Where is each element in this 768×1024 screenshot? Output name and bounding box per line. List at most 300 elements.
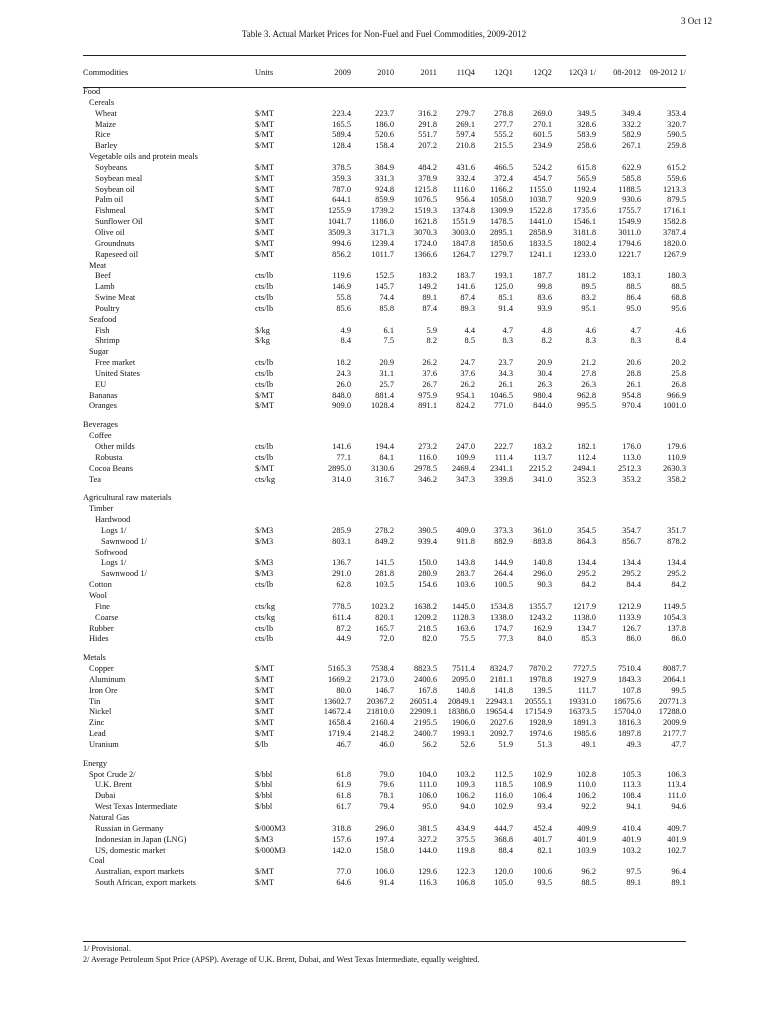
commodity-name: Shrimp — [95, 336, 120, 346]
price-cell: 86.4 — [626, 293, 641, 303]
price-cell: 26.3 — [581, 379, 596, 389]
price-cell: 88.5 — [581, 878, 596, 888]
price-cell: 183.7 — [456, 271, 475, 281]
price-cell: 1974.6 — [528, 729, 552, 739]
price-cell: 332.4 — [456, 173, 475, 183]
price-cell: 954.1 — [456, 390, 475, 400]
price-cell: 179.6 — [667, 442, 686, 451]
section-header-row — [83, 420, 686, 431]
price-cell: 2173.0 — [370, 674, 394, 684]
price-cell: 95.1 — [581, 303, 596, 313]
price-cell: 590.5 — [667, 130, 686, 140]
price-cell: 84.2 — [581, 580, 596, 590]
price-cell: 223.7 — [375, 108, 394, 118]
price-cell: 1522.8 — [528, 206, 552, 216]
price-cell: 77.0 — [336, 867, 351, 877]
unit-cell: $/kg — [255, 325, 270, 335]
unit-cell: $/MT — [255, 173, 275, 183]
price-cell: 6.1 — [383, 325, 394, 335]
price-cell: 8.2 — [426, 336, 437, 346]
report-date: 3 Oct 12 — [681, 16, 712, 26]
price-cell: 4.9 — [340, 325, 351, 335]
price-cell: 51.3 — [537, 739, 552, 749]
price-cell: 140.8 — [456, 685, 475, 695]
spacer-cell — [83, 412, 686, 420]
unit-cell: $/MT — [255, 729, 275, 739]
price-cell: 295.2 — [577, 569, 596, 579]
price-cell: 87.2 — [336, 623, 351, 633]
price-cell: 80.0 — [336, 685, 351, 695]
price-cell: 879.5 — [667, 195, 686, 205]
commodity-row — [83, 163, 686, 174]
price-cell: 100.6 — [533, 867, 552, 877]
column-header: Units — [255, 68, 274, 77]
price-cell: 269.0 — [533, 108, 552, 118]
price-cell: 8087.7 — [662, 664, 686, 674]
section-label: Food — [83, 87, 101, 96]
section-label: Agricultural raw materials — [83, 493, 172, 503]
price-cell: 1054.3 — [662, 612, 686, 622]
unit-cell: cts/lb — [255, 293, 274, 303]
price-cell: 1735.6 — [572, 206, 596, 216]
commodity-name: Logs 1/ — [101, 558, 127, 568]
unit-cell: $/MT — [255, 195, 275, 205]
price-cell: 144.0 — [418, 845, 437, 855]
price-cell: 106.0 — [375, 867, 394, 877]
unit-cell: $/MT — [255, 463, 275, 473]
price-cell: 1658.4 — [327, 718, 351, 728]
column-header: Commodities — [83, 68, 129, 77]
section-header-row — [83, 87, 686, 98]
price-cell: 24.3 — [336, 368, 351, 378]
price-cell: 354.5 — [577, 525, 596, 535]
price-cell: 88.5 — [671, 282, 686, 292]
commodity-row — [83, 401, 686, 412]
price-cell: 409.7 — [667, 823, 686, 833]
commodity-row — [83, 867, 686, 878]
price-cell: 183.2 — [418, 271, 437, 281]
price-cell: 2400.6 — [413, 674, 437, 684]
price-cell: 146.7 — [375, 685, 394, 695]
price-cell: 995.5 — [577, 401, 596, 411]
price-cell: 778.5 — [332, 601, 351, 611]
price-cell: 37.6 — [460, 368, 475, 378]
price-cell: 273.2 — [418, 442, 437, 451]
price-cell: 559.6 — [667, 173, 686, 183]
empty-cell — [251, 591, 686, 602]
price-cell: 368.8 — [494, 834, 513, 844]
price-cell: 223.4 — [332, 108, 351, 118]
price-cell: 75.5 — [460, 634, 475, 644]
empty-cell — [251, 856, 686, 867]
section-label: Coffee — [89, 431, 112, 441]
price-cell: 1802.4 — [572, 238, 596, 248]
price-cell: 210.8 — [456, 141, 475, 151]
commodity-name: Rapeseed oil — [95, 249, 139, 259]
price-cell: 186.0 — [375, 119, 394, 129]
price-cell: 112.5 — [494, 769, 513, 779]
price-cell: 1338.0 — [489, 612, 513, 622]
commodity-row — [83, 634, 686, 645]
price-cell: 72.0 — [379, 634, 394, 644]
price-cell: 1366.6 — [413, 249, 437, 259]
price-cell: 1116.0 — [452, 184, 475, 194]
commodity-name: Fish — [95, 325, 110, 335]
price-cell: 134.7 — [577, 623, 596, 633]
section-label: Coal — [89, 856, 105, 866]
unit-cell: cts/lb — [255, 452, 274, 462]
price-cell: 2494.1 — [572, 463, 596, 473]
price-cell: 96.4 — [671, 867, 686, 877]
price-cell: 20.9 — [537, 358, 552, 368]
spacer-cell — [83, 645, 686, 653]
price-cell: 1724.0 — [413, 238, 437, 248]
commodity-row — [83, 304, 686, 315]
commodity-name: Bananas — [89, 390, 118, 400]
price-cell: 51.9 — [498, 739, 513, 749]
price-cell: 165.7 — [375, 623, 394, 633]
section-label: Timber — [89, 504, 114, 514]
price-cell: 409.9 — [577, 823, 596, 833]
price-cell: 372.4 — [494, 173, 513, 183]
price-cell: 26.1 — [626, 379, 641, 389]
unit-cell: cts/lb — [255, 580, 274, 590]
price-cell: 856.2 — [332, 249, 351, 259]
commodity-name: Hides — [89, 634, 109, 644]
price-cell: 18386.0 — [447, 707, 475, 717]
commodity-row — [83, 697, 686, 708]
price-cell: 31.1 — [379, 368, 394, 378]
price-cell: 1239.4 — [370, 238, 394, 248]
price-cell: 120.0 — [494, 867, 513, 877]
column-header: 2011 — [420, 68, 437, 77]
section-header-row — [83, 515, 686, 526]
price-cell: 61.8 — [336, 791, 351, 801]
price-cell: 1217.9 — [572, 601, 596, 611]
unit-cell: $/MT — [255, 867, 275, 877]
price-cell: 103.2 — [456, 769, 475, 779]
price-cell: 1188.5 — [618, 184, 641, 194]
price-cell: 401.7 — [533, 834, 552, 844]
price-cell: 143.8 — [456, 558, 475, 568]
spacer-cell — [83, 79, 686, 87]
commodity-name: Lead — [89, 729, 106, 739]
price-cell: 1215.8 — [413, 184, 437, 194]
price-cell: 91.4 — [498, 303, 513, 313]
price-cell: 74.4 — [379, 293, 394, 303]
section-label: Wool — [89, 590, 107, 600]
unit-cell: cts/lb — [255, 303, 274, 313]
empty-cell — [251, 431, 686, 442]
price-cell: 126.7 — [622, 623, 641, 633]
empty-cell — [251, 152, 686, 163]
price-cell: 102.9 — [533, 769, 552, 779]
price-cell: 24.7 — [460, 358, 475, 368]
column-header: 11Q4 — [456, 68, 475, 77]
price-cell: 2027.6 — [489, 718, 513, 728]
empty-cell — [251, 515, 686, 526]
section-label: Metals — [83, 653, 106, 663]
unit-cell: $/M3 — [255, 558, 274, 568]
commodity-row — [83, 239, 686, 250]
price-cell: 1794.6 — [617, 238, 641, 248]
commodity-row — [83, 120, 686, 131]
price-cell: 316.2 — [418, 108, 437, 118]
price-cell: 954.8 — [622, 390, 641, 400]
price-cell: 91.4 — [379, 878, 394, 888]
price-cell: 3003.0 — [451, 227, 475, 237]
price-cell: 384.9 — [375, 162, 394, 172]
unit-cell: $/MT — [255, 685, 275, 695]
price-cell: 1755.7 — [617, 206, 641, 216]
price-cell: 1138.0 — [573, 612, 596, 622]
price-cell: 820.1 — [375, 612, 394, 622]
column-header: 12Q3 1/ — [568, 68, 596, 77]
unit-cell: cts/lb — [255, 442, 274, 451]
price-cell: 5.9 — [426, 325, 437, 335]
price-cell: 94.0 — [460, 802, 475, 812]
price-cell: 1549.9 — [617, 217, 641, 227]
commodity-row — [83, 624, 686, 635]
commodity-row — [83, 391, 686, 402]
price-cell: 96.2 — [581, 867, 596, 877]
price-cell: 34.3 — [498, 368, 513, 378]
price-cell: 102.8 — [577, 769, 596, 779]
price-cell: 4.4 — [464, 325, 475, 335]
price-cell: 247.0 — [456, 442, 475, 451]
price-cell: 2177.7 — [662, 729, 686, 739]
price-cell: 14672.4 — [323, 707, 351, 717]
price-cell: 2195.5 — [413, 718, 437, 728]
commodity-row — [83, 824, 686, 835]
price-cell: 106.3 — [667, 769, 686, 779]
commodity-name: Groundnuts — [95, 238, 135, 248]
price-cell: 346.2 — [418, 474, 437, 484]
price-cell: 20.2 — [671, 358, 686, 368]
price-cell: 94.1 — [626, 802, 641, 812]
price-cell: 78.1 — [379, 791, 394, 801]
price-cell: 103.6 — [456, 580, 475, 590]
price-cell: 1264.7 — [451, 249, 475, 259]
unit-cell: cts/kg — [255, 474, 276, 484]
price-cell: 215.5 — [494, 141, 513, 151]
price-cell: 601.5 — [533, 130, 552, 140]
commodity-name: Coarse — [95, 612, 119, 622]
spacer-row — [83, 751, 686, 759]
commodity-name: West Texas Intermediate — [95, 802, 178, 812]
unit-cell: $/MT — [255, 674, 275, 684]
price-cell: 7511.4 — [452, 664, 475, 674]
price-cell: 20555.1 — [524, 696, 552, 706]
price-cell: 1023.2 — [370, 601, 394, 611]
commodity-row — [83, 729, 686, 740]
commodity-row — [83, 602, 686, 613]
unit-cell: $/MT — [255, 401, 275, 411]
price-cell: 119.6 — [332, 271, 351, 281]
price-cell: 61.9 — [336, 780, 351, 790]
section-label: Meat — [89, 260, 107, 270]
price-cell: 17288.0 — [658, 707, 686, 717]
price-cell: 409.0 — [456, 525, 475, 535]
price-cell: 79.0 — [379, 769, 394, 779]
price-cell: 77.1 — [336, 452, 351, 462]
price-cell: 1891.3 — [572, 718, 596, 728]
price-cell: 82.0 — [422, 634, 437, 644]
price-cell: 962.8 — [577, 390, 596, 400]
section-header-row — [83, 504, 686, 515]
price-cell: 62.8 — [336, 580, 351, 590]
price-cell: 3181.8 — [572, 227, 596, 237]
empty-cell — [251, 493, 686, 504]
price-cell: 2512.3 — [617, 463, 641, 473]
unit-cell: $/MT — [255, 184, 275, 194]
price-cell: 352.3 — [577, 474, 596, 484]
price-cell: 771.0 — [494, 401, 513, 411]
commodity-name: Uranium — [89, 739, 119, 749]
price-cell: 82.1 — [537, 845, 552, 855]
empty-cell — [251, 504, 686, 515]
price-cell: 401.9 — [667, 834, 686, 844]
unit-cell: $/000M3 — [255, 845, 286, 855]
commodity-row — [83, 358, 686, 369]
price-cell: 520.6 — [375, 130, 394, 140]
unit-cell: $/lb — [255, 739, 269, 749]
price-cell: 824.2 — [456, 401, 475, 411]
price-cell: 158.4 — [375, 141, 394, 151]
price-cell: 92.2 — [581, 802, 596, 812]
price-cell: 93.5 — [537, 878, 552, 888]
price-cell: 3171.3 — [370, 227, 394, 237]
price-cell: 1166.2 — [490, 184, 513, 194]
commodity-name: South African, export markets — [95, 878, 196, 888]
empty-cell — [251, 653, 686, 664]
price-cell: 183.2 — [533, 442, 552, 451]
price-cell: 84.0 — [537, 634, 552, 644]
price-cell: 90.3 — [537, 580, 552, 590]
price-cell: 582.9 — [622, 130, 641, 140]
price-cell: 1309.9 — [489, 206, 513, 216]
price-cell: 2148.2 — [370, 729, 394, 739]
price-cell: 103.5 — [375, 580, 394, 590]
empty-cell — [251, 759, 686, 770]
price-cell: 26051.4 — [409, 696, 437, 706]
section-header-row — [83, 98, 686, 109]
price-cell: 318.8 — [332, 823, 351, 833]
price-cell: 353.4 — [667, 108, 686, 118]
price-cell: 1897.8 — [617, 729, 641, 739]
price-cell: 291.0 — [332, 569, 351, 579]
price-cell: 109.3 — [456, 780, 475, 790]
price-cell: 108.4 — [622, 791, 641, 801]
commodity-name: Maize — [95, 119, 116, 129]
price-cell: 139.5 — [533, 685, 552, 695]
commodity-row — [83, 271, 686, 282]
price-cell: 1441.0 — [528, 217, 552, 227]
commodity-name: Rice — [95, 130, 111, 140]
price-cell: 47.7 — [671, 739, 686, 749]
price-cell: 84.2 — [671, 580, 686, 590]
price-cell: 2009.9 — [662, 718, 686, 728]
price-cell: 7727.5 — [572, 664, 596, 674]
unit-cell: cts/lb — [255, 368, 274, 378]
price-cell: 93.4 — [537, 802, 552, 812]
price-cell: 349.5 — [577, 108, 596, 118]
price-cell: 108.9 — [533, 780, 552, 790]
commodity-row — [83, 846, 686, 857]
price-cell: 20367.2 — [366, 696, 394, 706]
commodity-row — [83, 580, 686, 591]
unit-cell: cts/lb — [255, 358, 274, 368]
empty-cell — [251, 548, 686, 559]
section-header-row — [83, 152, 686, 163]
price-cell: 119.8 — [456, 845, 475, 855]
price-cell: 103.2 — [622, 845, 641, 855]
commodity-name: Tea — [89, 474, 101, 484]
unit-cell: $/MT — [255, 119, 275, 129]
price-cell: 16373.5 — [568, 707, 596, 717]
price-cell: 1209.2 — [413, 612, 437, 622]
price-cell: 354.7 — [622, 525, 641, 535]
unit-cell: $/MT — [255, 227, 275, 237]
price-cell: 1582.8 — [662, 217, 686, 227]
unit-cell: cts/kg — [255, 601, 276, 611]
unit-cell: $/M3 — [255, 569, 274, 579]
commodity-name: Fishmeal — [95, 206, 126, 216]
price-cell: 259.8 — [667, 141, 686, 151]
spacer-row — [83, 645, 686, 653]
unit-cell: $/MT — [255, 130, 275, 140]
unit-cell: $/MT — [255, 718, 275, 728]
price-cell: 137.8 — [667, 623, 686, 633]
commodity-name: Aluminum — [89, 674, 126, 684]
price-cell: 89.1 — [626, 878, 641, 888]
commodity-row — [83, 558, 686, 569]
price-cell: 285.9 — [332, 525, 351, 535]
price-cell: 5165.3 — [327, 664, 351, 674]
price-cell: 102.7 — [667, 845, 686, 855]
price-cell: 86.0 — [626, 634, 641, 644]
commodity-row — [83, 878, 686, 889]
commodity-row — [83, 740, 686, 751]
price-cell: 644.1 — [332, 195, 351, 205]
price-cell: 26.0 — [336, 379, 351, 389]
price-cell: 18675.6 — [613, 696, 641, 706]
price-cell: 316.7 — [375, 474, 394, 484]
price-cell: 197.4 — [375, 834, 394, 844]
commodity-name: Robusta — [95, 452, 123, 462]
price-cell: 3787.4 — [662, 227, 686, 237]
price-cell: 111.4 — [494, 452, 513, 462]
price-cell: 2895.1 — [489, 227, 513, 237]
price-cell: 1255.9 — [327, 206, 351, 216]
header-top-rule — [83, 55, 686, 56]
price-cell: 174.7 — [494, 623, 513, 633]
price-cell: 77.3 — [498, 634, 513, 644]
price-cell: 107.8 — [622, 685, 641, 695]
price-cell: 105.3 — [622, 769, 641, 779]
price-cell: 994.6 — [332, 238, 351, 248]
price-cell: 19331.0 — [568, 696, 596, 706]
price-cell: 7538.4 — [370, 664, 394, 674]
section-label: Energy — [83, 758, 108, 768]
commodity-name: Lamb — [95, 282, 115, 292]
price-cell: 615.2 — [667, 162, 686, 172]
unit-cell: $/M3 — [255, 525, 274, 535]
price-cell: 49.1 — [581, 739, 596, 749]
price-cell: 106.4 — [533, 791, 552, 801]
table-bottom-rule — [83, 941, 686, 942]
price-cell: 314.0 — [332, 474, 351, 484]
